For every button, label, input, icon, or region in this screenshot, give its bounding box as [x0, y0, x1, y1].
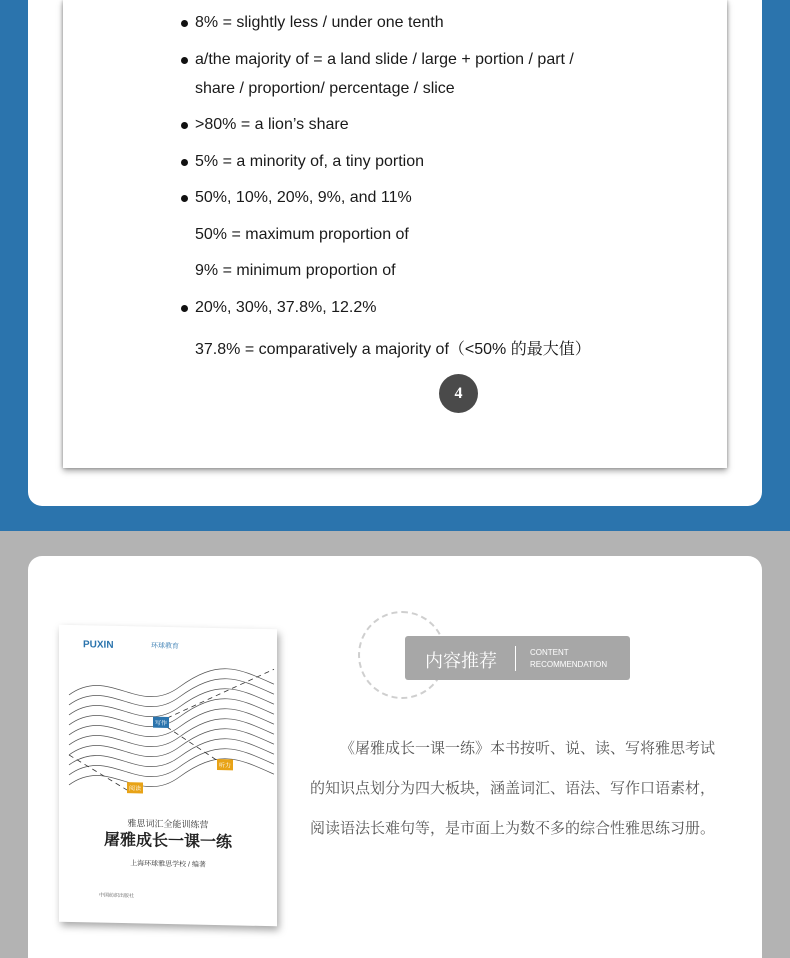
book-wave-art [59, 625, 277, 927]
book-cover-image [59, 625, 277, 927]
notes-line: 50%, 10%, 20%, 9%, and 11% [195, 189, 412, 206]
notes-line: 8% = slightly less / under one tenth [195, 14, 444, 31]
notes-line: 9% = minimum proportion of [195, 262, 396, 279]
bullet-dot [181, 20, 188, 27]
bullet-dot [181, 195, 188, 202]
notes-line: >80% = a lion’s share [195, 116, 349, 133]
book-logo-sub: 环球教育 [151, 642, 179, 651]
recommendation-title-en-2: RECOMMENDATION [530, 660, 608, 669]
recommendation-heading [405, 636, 630, 680]
heading-divider [515, 646, 516, 671]
notes-line: 20%, 30%, 37.8%, 12.2% [195, 299, 377, 316]
book-tag-writing: 写作 [153, 717, 169, 728]
notes-line: share / proportion/ percentage / slice [195, 80, 455, 97]
description-text: 《屠雅成长一课一练》本书按听、说、读、写将雅思考试的知识点划分为四大板块，涵盖词汇、语法、写作口语素材，阅读语法长难句等，是市面上为数不多的综合性雅思练习册。 [310, 739, 716, 837]
notes-line: 37.8% = comparatively a majority of（<50% 的最大值） [195, 341, 591, 358]
page-number-badge: 4 [439, 374, 478, 413]
bullet-dot [181, 57, 188, 64]
recommendation-title-en-1: CONTENT [530, 648, 569, 657]
notes-page [63, 0, 727, 468]
recommendation-title-cn: 内容推荐 [425, 651, 497, 672]
notes-line: a/the majority of = a land slide / large + portion / part / [195, 51, 574, 68]
book-series: 雅思词汇全能训练营 [127, 819, 209, 831]
bullet-dot [181, 305, 188, 312]
notes-line: 50% = maximum proportion of [195, 226, 409, 243]
book-tag-listening: 听力 [217, 759, 233, 770]
recommendation-description [310, 728, 725, 848]
bullet-dot [181, 159, 188, 166]
bullet-dot [181, 122, 188, 129]
book-tag-reading: 阅读 [127, 782, 143, 793]
book-publisher: 中国纺织出版社 [99, 892, 135, 900]
book-logo: PUXIN [83, 639, 114, 651]
notes-line: 5% = a minority of, a tiny portion [195, 153, 424, 170]
book-author: 上海环球雅思学校 / 编著 [130, 860, 206, 869]
book-title: 屠雅成长一课一练 [103, 829, 232, 852]
